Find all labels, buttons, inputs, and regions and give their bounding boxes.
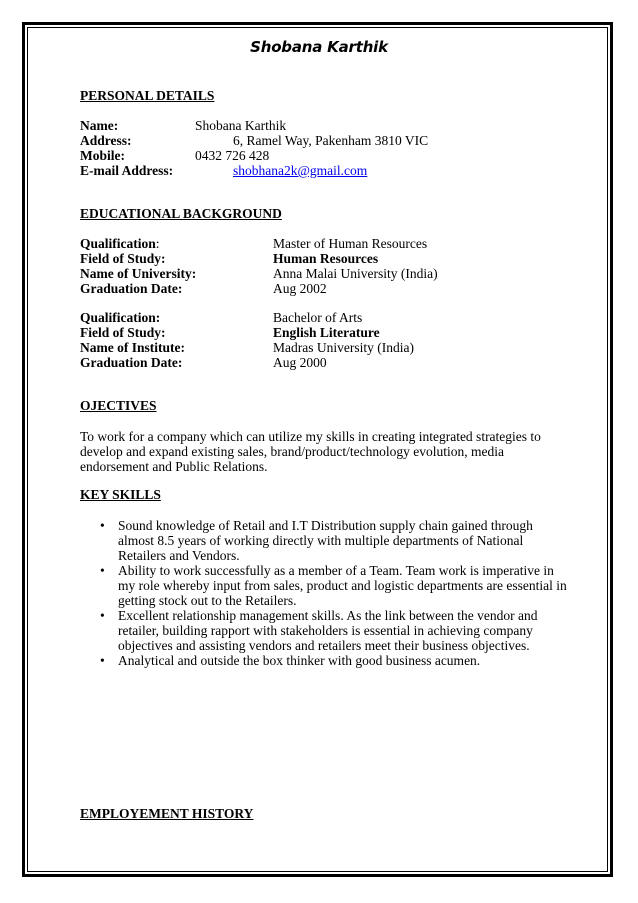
key-skills-heading: KEY SKILLS bbox=[80, 487, 161, 502]
employment-history-heading: EMPLOYEMENT HISTORY bbox=[80, 806, 254, 821]
email-label: E-mail Address: bbox=[80, 163, 174, 178]
bullet-icon: • bbox=[100, 608, 105, 623]
personal-details-heading: PERSONAL DETAILS bbox=[80, 88, 215, 103]
skill-text: Ability to work successfully as a member of a Team. Team work is imperative in my role whereby input from sales, product and logistic departments are essential in getting stock out to the Retailers. bbox=[118, 563, 567, 608]
mobile-label: Mobile: bbox=[80, 148, 125, 163]
degree2-field-label: Field of Study: bbox=[80, 325, 166, 340]
name-value: Shobana Karthik bbox=[195, 118, 287, 133]
skill-item-analytical-thinker bbox=[80, 653, 570, 668]
degree1-university-label: Name of University: bbox=[80, 266, 197, 281]
degree2-institute-value: Madras University (India) bbox=[273, 340, 414, 355]
objectives-heading: OJECTIVES bbox=[80, 398, 157, 413]
degree1-graduation-label: Graduation Date: bbox=[80, 281, 183, 296]
education-heading: EDUCATIONAL BACKGROUND bbox=[80, 206, 282, 221]
degree1-field-label: Field of Study: bbox=[80, 251, 166, 266]
address-value: 6, Ramel Way, Pakenham 3810 VIC bbox=[233, 133, 429, 148]
skill-item-relationship-management bbox=[80, 608, 570, 653]
objectives-text: To work for a company which can utilize my skills in creating integrated strategies to develop and expand existing sales, brand/product/technology evolution, media endorsement and Public Relations. bbox=[80, 429, 541, 474]
degree2-institute-label: Name of Institute: bbox=[80, 340, 185, 355]
bullet-icon: • bbox=[100, 563, 105, 578]
degree1-qualification-value: Master of Human Resources bbox=[273, 236, 428, 251]
resume-name-title: Shobana Karthik bbox=[250, 38, 388, 56]
bullet-icon: • bbox=[100, 518, 105, 533]
skill-item-teamwork bbox=[80, 563, 570, 608]
skill-item-retail-knowledge bbox=[80, 518, 570, 563]
bullet-icon: • bbox=[100, 653, 105, 668]
degree2-qualification-label: Qualification: bbox=[80, 310, 161, 325]
key-skills-list bbox=[80, 518, 570, 668]
degree1-university-value: Anna Malai University (India) bbox=[273, 266, 438, 281]
degree1-qualification-label: Qualification: bbox=[80, 236, 160, 251]
degree1-graduation-value: Aug 2002 bbox=[273, 281, 327, 296]
email-link[interactable]: shobhana2k@gmail.com bbox=[233, 163, 368, 178]
mobile-value: 0432 726 428 bbox=[195, 148, 270, 163]
degree2-graduation-label: Graduation Date: bbox=[80, 355, 183, 370]
degree2-qualification-value: Bachelor of Arts bbox=[273, 310, 363, 325]
degree2-field-value: English Literature bbox=[273, 325, 380, 340]
skill-text: Sound knowledge of Retail and I.T Distribution supply chain gained through almost 8.5 years of working directly with multiple departments of National Retailers and Vendors. bbox=[118, 518, 533, 563]
address-label: Address: bbox=[80, 133, 132, 148]
name-label: Name: bbox=[80, 118, 119, 133]
degree1-field-value: Human Resources bbox=[273, 251, 379, 266]
degree2-graduation-value: Aug 2000 bbox=[273, 355, 327, 370]
skill-text: Excellent relationship management skills. As the link between the vendor and retailer, building rapport with stakeholders is essential in achieving company objectives and assisting vendors and retailers meet their business objectives. bbox=[118, 608, 538, 653]
skill-text: Analytical and outside the box thinker with good business acumen. bbox=[118, 653, 481, 668]
